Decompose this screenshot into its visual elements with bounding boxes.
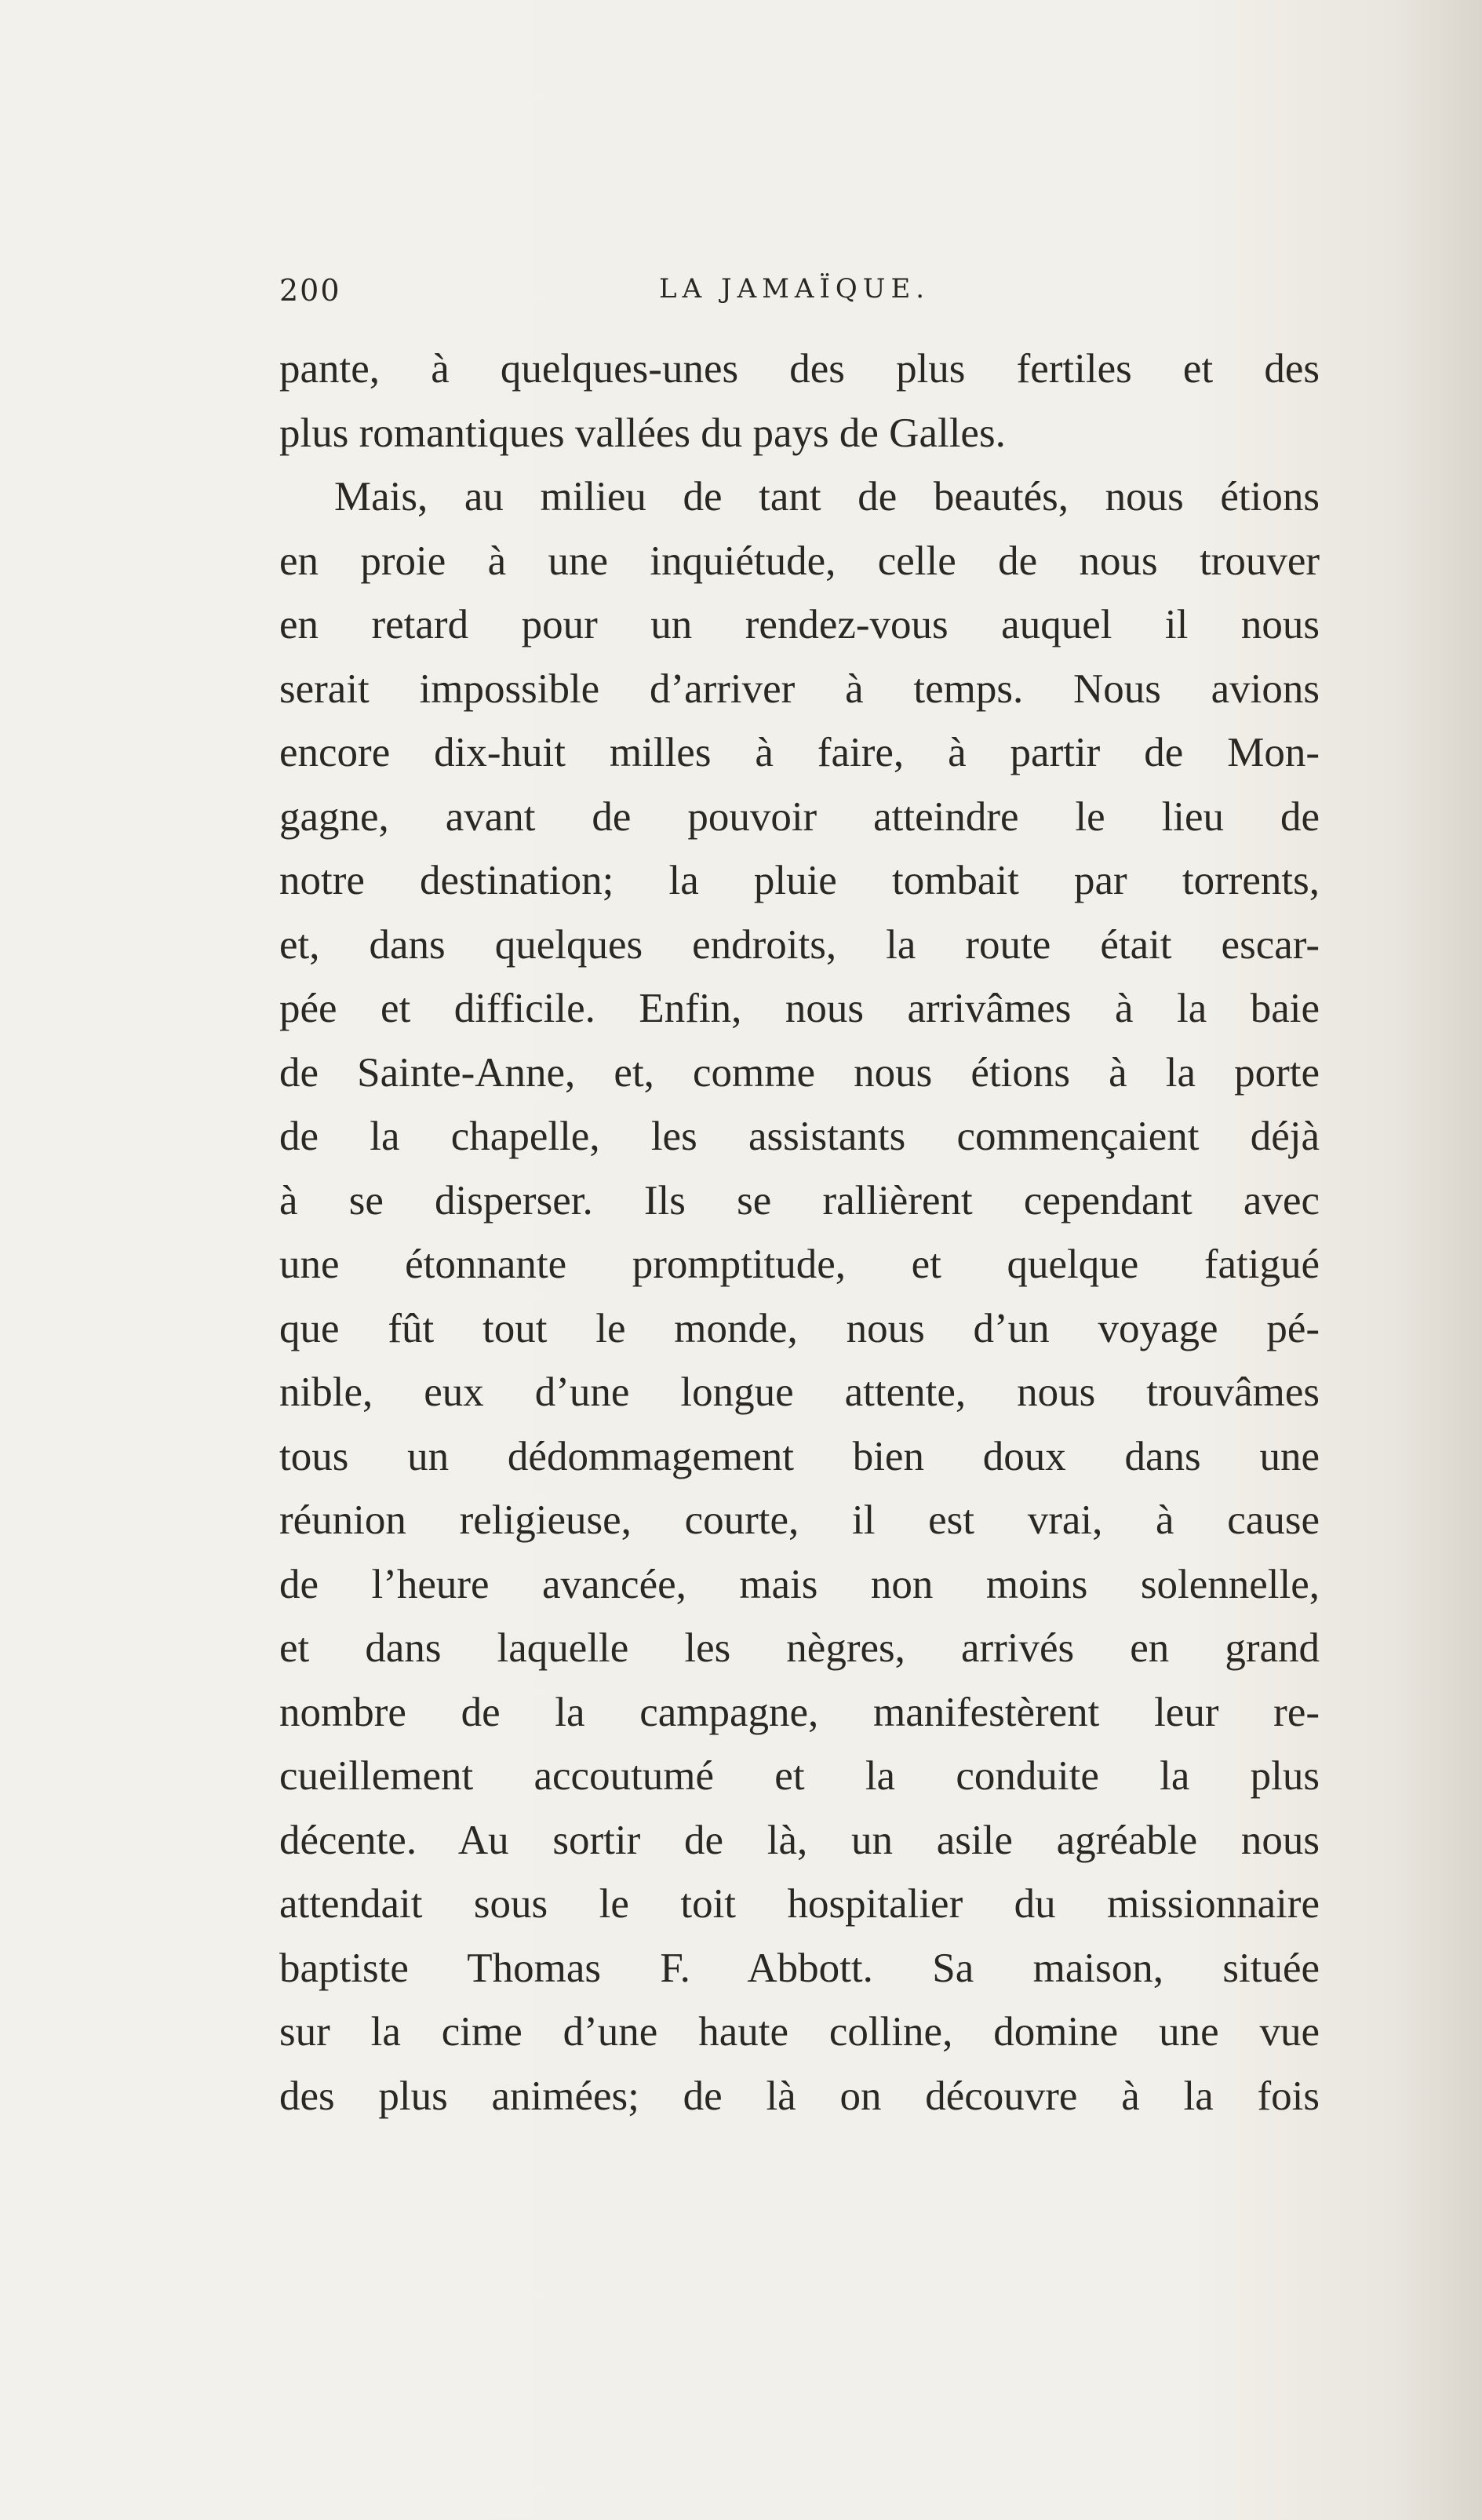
text-line: pante, à quelques-unes des plus fertiles et des	[279, 346, 1320, 392]
text-line: baptiste Thomas F. Abbott. Sa maison, située	[279, 1945, 1320, 1991]
paragraph	[279, 337, 1320, 465]
text-line: notre destination; la pluie tombait par torrents,	[279, 858, 1320, 903]
text-line: gagne, avant de pouvoir atteindre le lieu de	[279, 793, 1320, 840]
running-header	[279, 273, 1335, 312]
text-line: de la chapelle, les assistants commençaient déjà	[279, 1114, 1320, 1159]
text-line: en retard pour un rendez-vous auquel il nous	[279, 602, 1320, 647]
text-line: nombre de la campagne, manifestèrent leur re-	[279, 1689, 1320, 1735]
text-line: pée et difficile. Enfin, nous arrivâmes à la baie	[279, 986, 1320, 1031]
page-number: 200	[279, 273, 341, 308]
text-line: et, dans quelques endroits, la route était escar-	[279, 921, 1320, 968]
text-line: décente. Au sortir de là, un asile agréable nous	[279, 1817, 1320, 1863]
text-line: plus romantiques vallées du pays de Galles.	[279, 410, 1006, 456]
text-line: attendait sous le toit hospitalier du missionnaire	[279, 1881, 1320, 1927]
text-line: sur la cime d’une haute colline, domine une vue	[279, 2009, 1320, 2055]
text-line: et dans laquelle les nègres, arrivés en grand	[279, 1625, 1320, 1671]
text-line: cueillement accoutumé et la conduite la plus	[279, 1753, 1320, 1799]
text-line: des plus animées; de là on découvre à la fois	[279, 2073, 1320, 2119]
text-line: à se disperser. Ils se rallièrent cependant avec	[279, 1177, 1320, 1224]
text-line: serait impossible d’arriver à temps. Nous avions	[279, 666, 1320, 712]
text-line: en proie à une inquiétude, celle de nous trouver	[279, 538, 1320, 584]
text-line: de l’heure avancée, mais non moins solennelle,	[279, 1561, 1320, 1607]
text-line: tous un dédommagement bien doux dans une	[279, 1433, 1320, 1479]
body-text	[279, 337, 1320, 2128]
text-line: que fût tout le monde, nous d’un voyage pé-	[279, 1305, 1320, 1351]
text-line: de Sainte-Anne, et, comme nous étions à la porte	[279, 1049, 1320, 1096]
text-line: encore dix-huit milles à faire, à partir de Mon-	[279, 730, 1320, 775]
running-title: LA JAMAÏQUE.	[659, 273, 930, 305]
text-line: réunion religieuse, courte, il est vrai, à cause	[279, 1497, 1320, 1543]
paragraph	[279, 465, 1320, 2128]
text-line: Mais, au milieu de tant de beautés, nous étions	[334, 474, 1320, 520]
text-line: une étonnante promptitude, et quelque fatigué	[279, 1242, 1320, 1287]
text-line: nible, eux d’une longue attente, nous trouvâmes	[279, 1369, 1320, 1415]
